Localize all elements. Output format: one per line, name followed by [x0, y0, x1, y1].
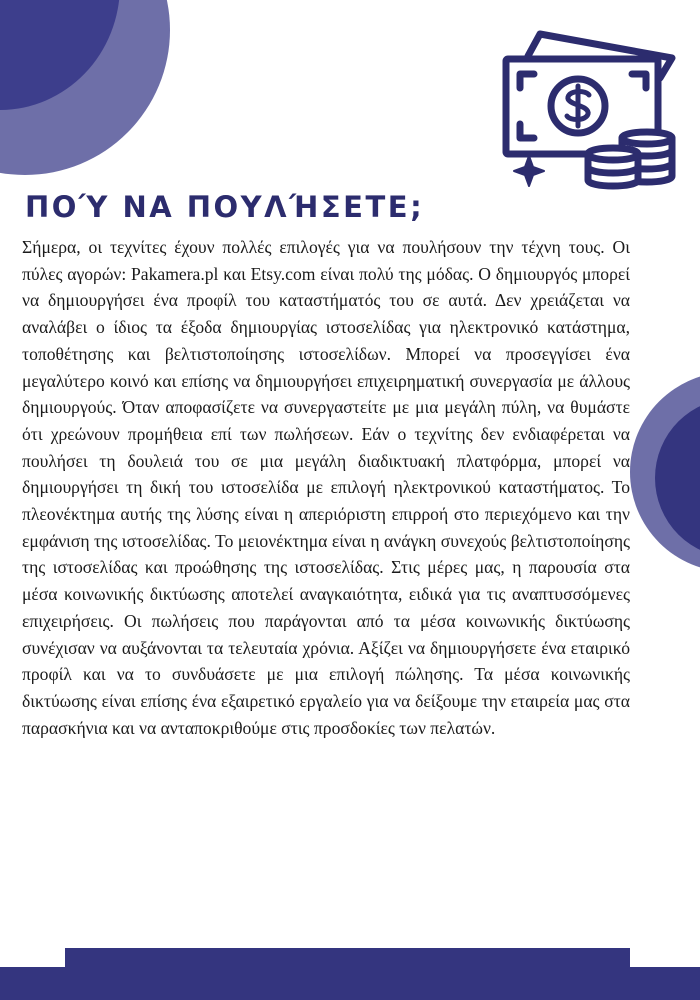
body-paragraph: Σήμερα, οι τεχνίτες έχουν πολλές επιλογές για να πουλήσουν την τέχνη τους. Οι πύλες αγορών: Pakamera.pl και Etsy.com είναι πολύ της μόδας. Ο δημιουργός μπορεί να δημιουργήσει ένα προφίλ του καταστήματός του σε αυτά. Δεν χρειάζεται να αναλάβει ο ίδιος τα έξοδα δημιουργίας ιστοσελίδας για ηλεκτρονικό κατάστημα, τοποθέτησης και βελτιστοποίησης ιστοσελίδων. Μπορεί να προσεγγίσει ένα μεγαλύτερο κοινό και επίσης να δημιουργήσει επιχειρηματική συνεργασία με άλλους δημιουργούς. Όταν αποφασίζετε να συνεργαστείτε με μια μεγάλη πύλη, να θυμάστε ότι χρεώνουν προμήθεια επί των πωλήσεων. Εάν ο τεχνίτης δεν ενδιαφέρεται να πουλήσει τη δουλειά του σε μια μεγάλη διαδικτυακή πλατφόρμα, μπορεί να δημιουργήσει τη δική του ιστοσελίδα με επιλογή ηλεκτρονικού καταστήματος. Το πλεονέκτημα αυτής της λύσης είναι η απεριόριστη επιρροή στο περιεχόμενο και την εμφάνιση της ιστοσελίδας. Το μειονέκτημα είναι η ανάγκη συνεχούς βελτιστοποίησης της ιστοσελίδας και προώθησης της ιστοσελίδας. Στις μέρες μας, η παρουσία στα μέσα κοινωνικής δικτύωσης αποτελεί αναγκαιότητα, ειδικά για τις αναπτυσσόμενες επιχειρήσεις. Οι πωλήσεις που παράγονται από τα μέσα κοινωνικής δικτύωσης συνέχισαν να αυξάνονται τα τελευταία χρόνια. Αξίζει να δημιουργήσετε ένα εταιρικό προφίλ και να το συνδυάσετε με μια επιλογή πώλησης. Τα μέσα κοινωνικής δικτύωσης είναι επίσης ένα εξαιρετικό εργαλείο για να δείξουμε την εταιρεία μας στα παρασκήνια και να ανταποκριθούμε στις προσδοκίες των πελατών.	[22, 237, 630, 738]
money-banknote-coins-icon	[500, 26, 680, 191]
footer-band	[0, 967, 700, 1000]
page-title: ΠΟΎ ΝΑ ΠΟΥΛΉΣΕΤΕ;	[25, 190, 425, 224]
